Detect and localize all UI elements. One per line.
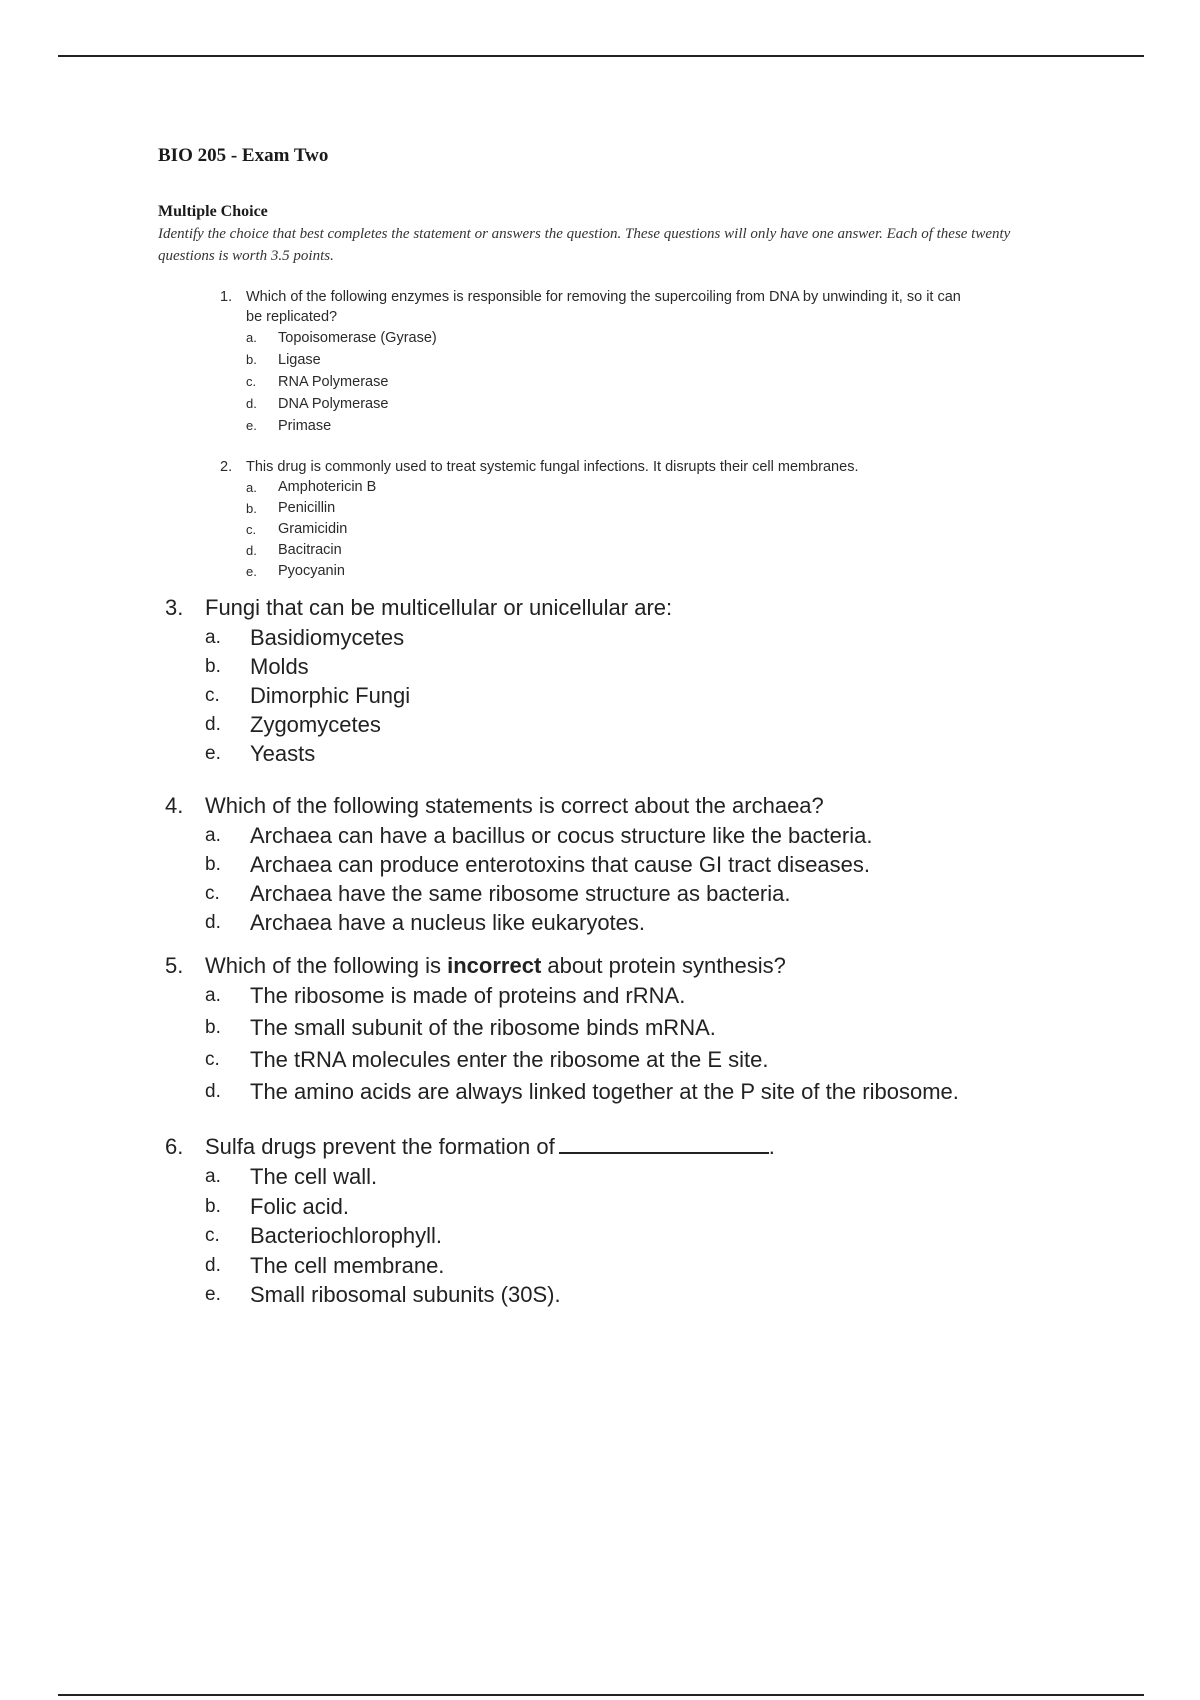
option-letter: a. [205, 1166, 221, 1187]
question-number: 4. [165, 793, 184, 818]
answer-option[interactable] [165, 1077, 1065, 1109]
answer-option[interactable] [165, 821, 1065, 850]
option-letter: d. [246, 543, 257, 558]
question-1 [220, 287, 980, 437]
answer-blank [559, 1132, 769, 1154]
question-stem [165, 593, 1065, 623]
answer-option[interactable] [220, 561, 980, 582]
option-letter: a. [246, 480, 257, 495]
option-letter: e. [205, 743, 221, 764]
option-letter: b. [246, 352, 257, 367]
option-letter: c. [205, 685, 220, 706]
option-text: The small subunit of the ribosome binds mRNA. [250, 1015, 716, 1040]
option-letter: e. [205, 1284, 221, 1305]
option-text: Archaea have the same ribosome structure as bacteria. [250, 881, 791, 906]
option-letter: a. [205, 825, 221, 846]
answer-option[interactable] [165, 681, 1065, 710]
option-letter: d. [246, 396, 257, 411]
option-letter: b. [246, 501, 257, 516]
answer-option[interactable] [220, 477, 980, 498]
option-letter: b. [205, 854, 221, 875]
option-letter: a. [246, 330, 257, 345]
question-6 [165, 1132, 1065, 1310]
option-letter: c. [205, 883, 220, 904]
question-stem [165, 951, 1065, 981]
option-letter: b. [205, 656, 221, 677]
option-text: Bacitracin [278, 542, 342, 558]
option-letter: c. [205, 1225, 220, 1246]
answer-option[interactable] [220, 498, 980, 519]
option-text: Topoisomerase (Gyrase) [278, 330, 437, 346]
answer-option[interactable] [220, 349, 980, 371]
option-letter: a. [205, 627, 221, 648]
question-stem [220, 287, 980, 327]
answer-option[interactable] [165, 739, 1065, 768]
option-text: Basidiomycetes [250, 625, 405, 650]
option-text: Penicillin [278, 500, 336, 516]
question-number: 3. [165, 595, 184, 620]
option-text: Yeasts [250, 741, 316, 766]
option-text: Dimorphic Fungi [250, 683, 411, 708]
question-3 [165, 593, 1065, 768]
top-rule [58, 55, 1144, 57]
question-text: Which of the following enzymes is responsible for removing the supercoiling from DNA by unwinding it, so it can be replicated? [246, 289, 961, 325]
option-letter: a. [205, 985, 221, 1006]
option-text: Zygomycetes [250, 712, 381, 737]
option-text: The cell wall. [250, 1164, 378, 1189]
question-text: Fungi that can be multicellular or unicellular are: [205, 595, 673, 620]
answer-option[interactable] [165, 908, 1065, 937]
option-letter: e. [246, 418, 257, 433]
question-text: Which of the following statements is correct about the archaea? [205, 793, 824, 818]
answer-option[interactable] [165, 1251, 1065, 1281]
question-5 [165, 951, 1065, 1109]
option-letter: d. [205, 912, 221, 933]
option-text: The tRNA molecules enter the ribosome at the E site. [250, 1047, 769, 1072]
question-2 [220, 457, 980, 582]
option-text: The cell membrane. [250, 1252, 445, 1278]
page-title: BIO 205 - Exam Two [158, 145, 329, 166]
answer-option[interactable] [165, 1013, 1065, 1045]
answer-option[interactable] [165, 710, 1065, 739]
question-text: Sulfa drugs prevent the formation of [205, 1134, 555, 1159]
option-text: DNA Polymerase [278, 396, 389, 412]
option-text: Molds [250, 654, 309, 679]
option-text: Archaea can produce enterotoxins that cause GI tract diseases. [250, 852, 871, 877]
option-letter: d. [205, 714, 221, 735]
answer-option[interactable] [165, 1280, 1065, 1310]
answer-option[interactable] [165, 981, 1065, 1013]
question-4 [165, 791, 1065, 937]
answer-option[interactable] [165, 1192, 1065, 1222]
answer-option[interactable] [220, 540, 980, 561]
answer-option[interactable] [165, 1045, 1065, 1077]
question-stem [220, 457, 980, 477]
option-text: Gramicidin [278, 521, 348, 537]
option-text: Archaea can have a bacillus or cocus structure like the bacteria. [250, 823, 873, 848]
option-text: RNA Polymerase [278, 374, 389, 390]
option-letter: c. [246, 522, 257, 537]
answer-option[interactable] [165, 652, 1065, 681]
answer-option[interactable] [220, 327, 980, 349]
option-letter: d. [205, 1254, 221, 1276]
option-letter: c. [205, 1049, 220, 1070]
option-text: Bacteriochlorophyll. [250, 1223, 442, 1248]
option-text: Folic acid. [250, 1193, 350, 1219]
answer-option[interactable] [165, 1162, 1065, 1192]
option-text: Ligase [278, 352, 321, 368]
answer-option[interactable] [220, 415, 980, 437]
question-stem [165, 791, 1065, 821]
question-text-before: Which of the following is [205, 953, 441, 978]
bottom-rule [58, 1694, 1144, 1696]
answer-option[interactable] [165, 850, 1065, 879]
option-text: The ribosome is made of proteins and rRNA. [250, 983, 686, 1008]
instructions: Identify the choice that best completes the statement or answers the question. These questions will only have one answer. Each of these twenty questions is worth 3.5 points. [158, 226, 1011, 264]
option-letter: b. [205, 1195, 221, 1217]
answer-option[interactable] [165, 1221, 1065, 1251]
option-text: Pyocyanin [278, 563, 345, 579]
answer-option[interactable] [220, 519, 980, 540]
answer-option[interactable] [220, 393, 980, 415]
answer-option[interactable] [165, 879, 1065, 908]
option-letter: d. [205, 1081, 221, 1102]
option-text: Primase [278, 418, 332, 434]
question-number: 5. [165, 953, 184, 978]
answer-option[interactable] [220, 371, 980, 393]
answer-option[interactable] [165, 623, 1065, 652]
emphasis-word: incorrect [447, 953, 542, 978]
section-title: Multiple Choice [158, 203, 268, 220]
question-text-after: about protein synthesis? [547, 953, 786, 978]
question-stem [165, 1132, 1065, 1162]
option-letter: b. [205, 1017, 221, 1038]
question-number: 2. [220, 459, 233, 475]
option-text: Small ribosomal subunits (30S). [250, 1282, 561, 1307]
question-text-end: . [768, 1134, 775, 1159]
option-text: Archaea have a nucleus like eukaryotes. [250, 910, 646, 935]
option-letter: c. [246, 374, 257, 389]
question-text: This drug is commonly used to treat systemic fungal infections. It disrupts their cell membranes. [246, 459, 859, 475]
option-letter: e. [246, 564, 257, 579]
question-number: 6. [165, 1134, 184, 1159]
option-text: Amphotericin B [278, 479, 377, 495]
option-text: The amino acids are always linked together at the P site of the ribosome. [250, 1079, 959, 1104]
question-number: 1. [220, 289, 233, 305]
